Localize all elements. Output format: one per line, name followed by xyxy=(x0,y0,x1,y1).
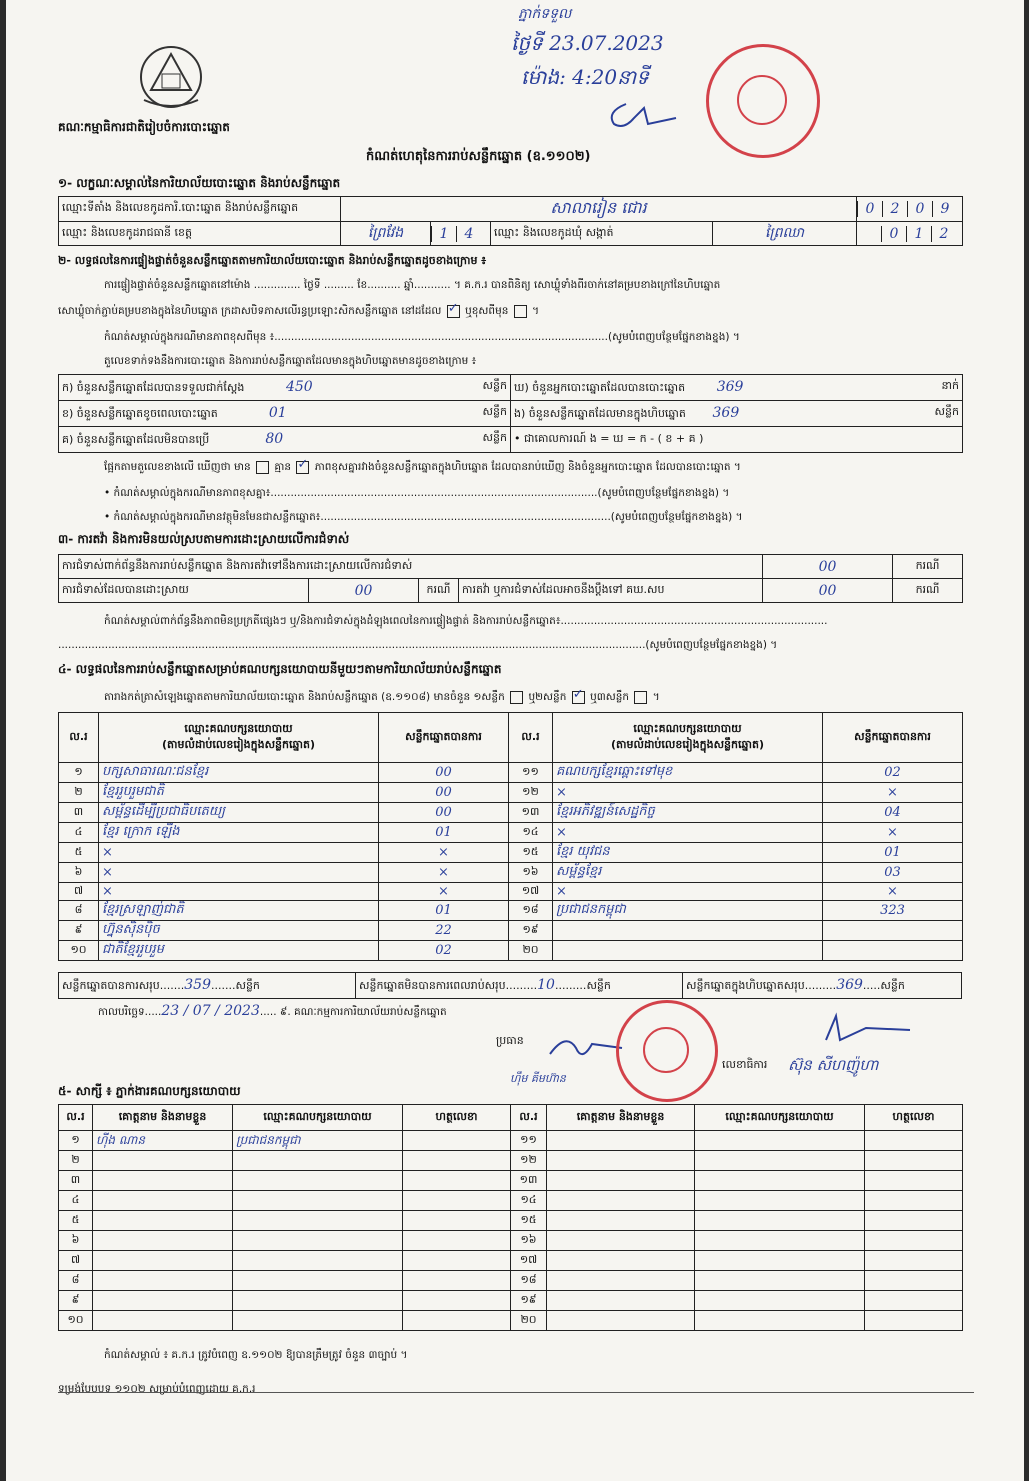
witness-signature xyxy=(403,1251,511,1271)
party-name: ប្រជាជនកម្ពុជា xyxy=(553,901,823,921)
party-name: ជាតិខ្មែររួបរួម xyxy=(99,941,379,961)
witness-name xyxy=(93,1231,233,1251)
seal-check-text: សោឃ្លុំចាក់ភ្ជាប់គម្របខាងក្នុងនៃហិបឆ្នោត ក្រដាសបិទភាសលើរន្ធប្រឡោះសិកសន្លឹកឆ្នោត នៅដដែល xyxy=(58,305,442,317)
witness-table xyxy=(58,1104,963,1331)
ballots-in-box-cell xyxy=(511,401,963,427)
total-invalid-value: 10 xyxy=(537,976,555,993)
total-valid-value: 359 xyxy=(184,976,211,993)
witness-party xyxy=(233,1211,403,1231)
party-name: ខ្មែរ យុវជន xyxy=(553,843,823,863)
row-number: ១៨ xyxy=(511,1271,547,1291)
witness-signature xyxy=(403,1151,511,1171)
irregularity-note-end: ................................................................................................................................................................................(សូមបំពេញបន្ថែមផ្នែកខាងខ្នង) ។ xyxy=(58,639,778,651)
witness-row xyxy=(59,1231,963,1251)
witness-party xyxy=(233,1251,403,1271)
witness-name xyxy=(547,1151,695,1171)
footer-note: កំណត់សម្គាល់ ៖ គ.ក.រ ត្រូវបំពេញ ឧ.១១០២ ឱ្យបានត្រឹមត្រូវ ចំនួន ៣ច្បាប់ ។ xyxy=(104,1349,408,1361)
witness-name xyxy=(93,1191,233,1211)
party-votes: 02 xyxy=(379,941,509,961)
section1-title: ១- លក្ខណៈសម្គាល់នៃការិយាល័យបោះឆ្នោត និងរាប់សន្លឹកឆ្នោត xyxy=(58,176,341,190)
party-votes: 00 xyxy=(379,763,509,783)
row-number: ១ xyxy=(59,763,99,783)
witness-party xyxy=(695,1311,865,1331)
row-number: ៧ xyxy=(59,1251,93,1271)
party-name: × xyxy=(553,883,823,901)
witness-name xyxy=(547,1311,695,1331)
row-number: ៩ xyxy=(59,921,99,941)
row-number: ១២ xyxy=(511,1151,547,1171)
witness-signature xyxy=(403,1271,511,1291)
witness-signature xyxy=(865,1251,963,1271)
row-number: ១៩ xyxy=(511,1291,547,1311)
witness-name xyxy=(93,1171,233,1191)
witness-name xyxy=(547,1291,695,1311)
unchanged-checkbox[interactable] xyxy=(447,305,460,318)
one-sheet-checkbox[interactable] xyxy=(510,691,523,704)
committee-name: គណៈកម្មាធិការជាតិរៀបចំការបោះឆ្នោត xyxy=(58,120,230,134)
row-number: ២០ xyxy=(509,941,553,961)
party-name: ខ្មែរស្រឡាញ់ជាតិ xyxy=(99,901,379,921)
footer-divider xyxy=(58,1392,974,1393)
results-row xyxy=(59,921,963,941)
two-sheets-checkbox[interactable] xyxy=(572,691,585,704)
form-title: កំណត់ហេតុនៃការរាប់សន្លឹកឆ្នោត (ឧ.១១០២) xyxy=(366,149,591,164)
figure-value: 450 xyxy=(285,378,313,395)
party-name: សម្ព័ន្ធខ្មែរ xyxy=(553,863,823,883)
row-number: ៦ xyxy=(59,863,99,883)
figure-value: 01 xyxy=(268,404,287,421)
code-digit: 0 xyxy=(881,226,906,242)
figure-label: គ) ចំនួនសន្លឹកឆ្នោតដែលមិនបានប្រើ xyxy=(62,432,210,446)
row-number: ១០ xyxy=(59,941,99,961)
party-results-table xyxy=(58,712,963,961)
results-row xyxy=(59,941,963,961)
results-row xyxy=(59,783,963,803)
party-votes: × xyxy=(823,883,963,901)
location-label: ឈ្មោះទីតាំង និងលេខកូដការិ.បោះឆ្នោត និងរាប់សន្លឹកឆ្នោត xyxy=(59,197,341,222)
total-box-cell: សន្លឹកឆ្នោតក្នុងហិបឆ្នោតសរុប.........369.....សន្លឹក xyxy=(683,973,962,999)
code-digit: 4 xyxy=(456,226,481,242)
party-votes: × xyxy=(379,843,509,863)
col-name: គោត្តនាម និងនាមខ្លួន xyxy=(93,1105,233,1131)
section3-title: ៣- ការតវ៉ា និងការមិនយល់ស្របតាមការដោះស្រាយលើការជំទាស់ xyxy=(58,532,350,546)
location-code xyxy=(857,197,963,222)
witness-signature xyxy=(403,1211,511,1231)
witness-name xyxy=(93,1151,233,1171)
party-votes: × xyxy=(379,883,509,901)
row-number: ៧ xyxy=(59,883,99,901)
witness-row xyxy=(59,1151,963,1171)
witness-signature xyxy=(865,1311,963,1331)
figure-unit: សន្លឹក xyxy=(482,430,507,444)
party-votes: 22 xyxy=(379,921,509,941)
objections-table xyxy=(58,554,963,603)
witness-signature xyxy=(865,1271,963,1291)
party-name: បក្សសាធារណៈជនខ្មែរ xyxy=(99,763,379,783)
witness-party xyxy=(695,1251,865,1271)
row-number: ៣ xyxy=(59,803,99,823)
figure-label: ក) ចំនួនសន្លឹកឆ្នោតដែលបានទទួលជាក់ស្តែង xyxy=(62,380,245,394)
results-row xyxy=(59,843,963,863)
appeal-value: 00 xyxy=(763,579,893,603)
col-votes: សន្លឹកឆ្នោតបានការ xyxy=(823,713,963,763)
col-party-title: ឈ្មោះគណបក្សនយោបាយ xyxy=(633,721,742,735)
resolved-value: 00 xyxy=(309,579,419,603)
col-party xyxy=(99,713,379,763)
discrepancy-yes-text: ផ្អែកតាមតួលេខខាងលើ ឃើញថា មាន xyxy=(104,461,251,473)
verification-line: ការផ្ទៀងផ្ទាត់ចំនួនសន្លឹកឆ្នោតនៅម៉ោង .............. ថ្ងៃទី ......... ខែ.......... ឆ្នាំ........... ។ គ.ក.រ បានពិនិត្យ សោឃ្លុំទាំងពីរចាក់នៅគម្របខាងក្រៅនៃហិបឆ្នោត xyxy=(104,279,721,291)
witness-name xyxy=(93,1311,233,1331)
witness-header-row xyxy=(59,1105,963,1131)
section2-title: ២- លទ្ធផលនៃការផ្ទៀងផ្ទាត់ចំនួនសន្លឹកឆ្នោតតាមការិយាល័យបោះឆ្នោត និងរាប់សន្លឹកឆ្នោតដូចខាងក្រោម ៖ xyxy=(58,254,487,267)
two-sheets-text: ឬ២សន្លឹក xyxy=(528,691,567,703)
row-number: ១៤ xyxy=(509,823,553,843)
objections-value: 00 xyxy=(763,555,893,579)
witness-party xyxy=(695,1271,865,1291)
row-number: ១៦ xyxy=(511,1231,547,1251)
three-sheets-text: ឬ៣សន្លឹក xyxy=(590,691,630,703)
col-sign: ហត្ថលេខា xyxy=(403,1105,511,1131)
spoiled-ballots-cell xyxy=(59,401,511,427)
row-number: ៨ xyxy=(59,1271,93,1291)
witness-signature xyxy=(403,1291,511,1311)
figure-label: ខ) ចំនួនសន្លឹកឆ្នោតខូចពេលបោះឆ្នោត xyxy=(62,406,218,420)
col-party-sub: (តាមលំដាប់លេខរៀងក្នុងសន្លឹកឆ្នោត) xyxy=(611,737,764,751)
discrepancy-yes-checkbox[interactable] xyxy=(256,461,269,474)
col-sign: ហត្ថលេខា xyxy=(865,1105,963,1131)
total-box-label: សន្លឹកឆ្នោតក្នុងហិបឆ្នោតសរុប xyxy=(686,978,805,992)
party-name: × xyxy=(553,823,823,843)
party-name: ខ្មែររួបរួមជាតិ xyxy=(99,783,379,803)
discrepancy-no-checkbox[interactable] xyxy=(296,461,309,474)
col-party-title: ឈ្មោះគណបក្សនយោបាយ xyxy=(184,721,293,735)
row-number: ១១ xyxy=(511,1131,547,1151)
objections-unit: ករណី xyxy=(893,555,963,579)
figure-label: ឃ) ចំនួនអ្នកបោះឆ្នោតដែលបានបោះឆ្នោត xyxy=(514,380,686,394)
made-on-date: 23 / 07 / 2023 xyxy=(161,1003,260,1019)
witness-signature xyxy=(865,1211,963,1231)
col-party-sub: (តាមលំដាប់លេខរៀងក្នុងសន្លឹកឆ្នោត) xyxy=(162,737,315,751)
row-number: ១៧ xyxy=(509,883,553,901)
chair-signature-icon xyxy=(546,1028,626,1068)
commune-code xyxy=(857,222,963,246)
witness-name xyxy=(93,1251,233,1271)
witness-party xyxy=(233,1311,403,1331)
province-code xyxy=(431,222,491,246)
total-box-value: 369 xyxy=(836,976,863,993)
total-valid-label: សន្លឹកឆ្នោតបានការសរុប xyxy=(62,978,160,992)
witness-signature xyxy=(865,1191,963,1211)
official-stamp-icon xyxy=(706,44,820,158)
col-party: ឈ្មោះគណបក្សនយោបាយ xyxy=(695,1105,865,1131)
row-number: ២ xyxy=(59,783,99,803)
secretary-label: លេខាធិការ xyxy=(722,1058,768,1071)
objections-label: ការជំទាស់ពាក់ព័ន្ធនឹងការរាប់សន្លឹកឆ្នោត និងការតវ៉ាទៅនឹងការដោះស្រាយលើការជំទាស់ xyxy=(59,555,763,579)
row-number: ១៥ xyxy=(509,843,553,863)
section5-title: ៥- សាក្សី ៖ ភ្នាក់ងារគណបក្សនយោបាយ xyxy=(58,1084,241,1098)
witness-row xyxy=(59,1211,963,1231)
figure-value: 80 xyxy=(265,430,284,447)
row-number: ១ xyxy=(59,1131,93,1151)
party-name: × xyxy=(99,843,379,863)
row-number: ២ xyxy=(59,1151,93,1171)
party-name: × xyxy=(99,863,379,883)
discrepancy-note: • កំណត់សម្គាល់ក្នុងករណីមានភាពខុសគ្នា៖..................................................................................................(សូមបំពេញបន្ថែមផ្នែកខាងខ្នង) ។ xyxy=(104,487,730,499)
row-number: ១៣ xyxy=(509,803,553,823)
resolved-label: ការជំទាស់ដែលបានដោះស្រាយ xyxy=(59,579,309,603)
witness-party xyxy=(233,1151,403,1171)
total-unit: សន្លឹក xyxy=(880,978,905,992)
location-table xyxy=(58,196,963,246)
row-number: ១៩ xyxy=(509,921,553,941)
party-votes: 323 xyxy=(823,901,963,921)
commune-value: ព្រៃឈា xyxy=(713,222,857,246)
col-party xyxy=(553,713,823,763)
location-value: សាលារៀន ជោរ xyxy=(341,197,857,222)
secretary-name: ស៊ុន សីហញ៉ូហា xyxy=(788,1056,879,1074)
witness-signature xyxy=(403,1191,511,1211)
party-votes: 01 xyxy=(823,843,963,863)
witness-name: ហ៊ីង ណាន xyxy=(93,1131,233,1151)
party-votes: 02 xyxy=(823,763,963,783)
committee-label: ៩. គណៈកម្មការការិយាល័យរាប់សន្លឹកឆ្នោត xyxy=(279,1006,447,1018)
code-digit: 1 xyxy=(906,226,931,242)
row-number: ១៧ xyxy=(511,1251,547,1271)
witness-party xyxy=(695,1211,865,1231)
party-votes: × xyxy=(379,863,509,883)
party-votes: 03 xyxy=(823,863,963,883)
figure-value: 369 xyxy=(716,378,744,395)
change-note-line: កំណត់សម្គាល់ក្នុងករណីមានភាពខុសពីមុន ៖....................................................................................................(សូមបំពេញបន្ថែមផ្នែកខាងខ្នង) ។ xyxy=(104,331,740,343)
appeal-unit: ករណី xyxy=(893,579,963,603)
form-reference: ទម្រង់បែបបទ ១១០២ សម្រាប់បំពេញដោយ គ.ក.រ xyxy=(58,1383,256,1395)
received-ballots-cell xyxy=(59,375,511,401)
witness-party xyxy=(233,1231,403,1251)
results-row xyxy=(59,763,963,783)
results-row xyxy=(59,863,963,883)
figures-intro: តួលេខទាក់ទងនឹងការបោះឆ្នោត និងការរាប់សន្លឹកឆ្នោតដែលមានក្នុងហិបឆ្នោតមានដូចខាងក្រោម ៖ xyxy=(104,355,477,367)
code-digit: 9 xyxy=(932,201,957,217)
row-number: ១៤ xyxy=(511,1191,547,1211)
receiver-signature-icon xyxy=(604,98,684,134)
party-name xyxy=(553,941,823,961)
row-number: ១១ xyxy=(509,763,553,783)
results-header-row xyxy=(59,713,963,763)
results-row xyxy=(59,883,963,901)
witness-name xyxy=(547,1171,695,1191)
total-unit: សន្លឹក xyxy=(235,978,260,992)
irregularity-note: កំណត់សម្គាល់ពាក់ព័ន្ធនឹងភាពមិនប្រក្រតីផ្សេងៗ ឬ/និងការជំទាស់ក្នុងដំឡុងពេលនៃការផ្ទៀងផ្ទាត់ និងការរាប់សន្លឹកឆ្នោត៖................................................................................ xyxy=(104,615,828,627)
row-number: ៤ xyxy=(59,823,99,843)
figure-label: ង) ចំនួនសន្លឹកឆ្នោតដែលមានក្នុងហិបឆ្នោត xyxy=(514,406,686,420)
nec-logo-icon xyxy=(134,40,208,114)
witness-row xyxy=(59,1271,963,1291)
handwritten-date: ថ្ងៃទី 23.07.2023 xyxy=(511,31,664,55)
figure-unit: សន្លឹក xyxy=(482,378,507,392)
row-number: ៩ xyxy=(59,1291,93,1311)
figure-unit: នាក់ xyxy=(941,378,959,392)
witness-party xyxy=(233,1171,403,1191)
changed-checkbox[interactable] xyxy=(514,305,527,318)
appeal-label: ការតវ៉ា ឬការជំទាស់ដែលអាចនឹងប្តឹងទៅ គឃ.សប xyxy=(459,579,763,603)
party-name: សម្ព័ន្ធដើម្បីប្រជាធិបតេយ្យ xyxy=(99,803,379,823)
witness-row xyxy=(59,1171,963,1191)
witness-name xyxy=(93,1271,233,1291)
party-name: គណបក្សខ្មែរឆ្ពោះទៅមុខ xyxy=(553,763,823,783)
total-invalid-label: សន្លឹកឆ្នោតមិនបានការពេលរាប់សរុប xyxy=(359,978,506,992)
col-votes: សន្លឹកឆ្នោតបានការ xyxy=(379,713,509,763)
witness-party xyxy=(695,1191,865,1211)
row-number: ១០ xyxy=(59,1311,93,1331)
figure-unit: សន្លឹក xyxy=(482,404,507,418)
discrepancy-rest-text: ភាពខុសគ្នារវាងចំនួនសន្លឹកឆ្នោតក្នុងហិបឆ្នោត ដែលបានរាប់ឃើញ និងចំនួនអ្នកបោះឆ្នោត ដែលបានបោះឆ្នោត ។ xyxy=(314,461,741,473)
witness-party: ប្រជាជនកម្ពុជា xyxy=(233,1131,403,1151)
unused-ballots-cell xyxy=(59,427,511,453)
form-page xyxy=(6,0,1024,1481)
secretary-signature-icon xyxy=(806,1010,916,1050)
witness-party xyxy=(695,1291,865,1311)
code-digit: 2 xyxy=(882,201,907,217)
witness-name xyxy=(547,1251,695,1271)
witness-row xyxy=(59,1291,963,1311)
party-votes xyxy=(823,921,963,941)
col-no: ល.រ xyxy=(509,713,553,763)
witness-signature xyxy=(865,1231,963,1251)
party-votes: × xyxy=(823,823,963,843)
witness-row xyxy=(59,1251,963,1271)
tally-sheet-text: តារាងកត់ត្រាសំឡេងឆ្នោតតាមការិយាល័យបោះឆ្នោត និងរាប់សន្លឹកឆ្នោត (ឧ.១១០៨) មានចំនួន ១សន្លឹក xyxy=(104,691,505,703)
results-totals-table xyxy=(58,972,962,999)
witness-row xyxy=(59,1311,963,1331)
row-number: ៨ xyxy=(59,901,99,921)
row-number: ១៨ xyxy=(509,901,553,921)
row-number: ១៣ xyxy=(511,1171,547,1191)
party-name: × xyxy=(553,783,823,803)
made-on-label: កាលបរិច្ឆេទ xyxy=(98,1006,145,1018)
figure-unit: សន្លឹក xyxy=(934,404,959,418)
col-no: ល.រ xyxy=(59,713,99,763)
row-number: ៥ xyxy=(59,843,99,863)
witness-signature xyxy=(865,1131,963,1151)
foreign-object-note: • កំណត់សម្គាល់ក្នុងករណីមានវត្ថុមិនមែនជាសន្លឹកឆ្នោត៖.......................................................................................(សូមបំពេញបន្ថែមផ្នែកខាងខ្នង) ។ xyxy=(104,511,743,523)
resolved-unit: ករណី xyxy=(419,579,459,603)
col-name: គោត្តនាម និងនាមខ្លួន xyxy=(547,1105,695,1131)
total-invalid-cell: សន្លឹកឆ្នោតមិនបានការពេលរាប់សរុប.........10.........សន្លឹក xyxy=(356,973,683,999)
row-number: ១៥ xyxy=(511,1211,547,1231)
witness-signature xyxy=(865,1151,963,1171)
party-name: × xyxy=(99,883,379,901)
col-party: ឈ្មោះគណបក្សនយោបាយ xyxy=(233,1105,403,1131)
results-row xyxy=(59,803,963,823)
party-name xyxy=(553,921,823,941)
witness-name xyxy=(547,1191,695,1211)
row-number: ១៦ xyxy=(509,863,553,883)
witness-party xyxy=(233,1271,403,1291)
province-value: ព្រៃវែង xyxy=(341,222,431,246)
party-votes xyxy=(823,941,963,961)
witness-name xyxy=(547,1271,695,1291)
commune-label: ឈ្មោះ និងលេខកូដឃុំ សង្កាត់ xyxy=(491,222,713,246)
figure-value: 369 xyxy=(712,404,740,421)
col-no: ល.រ xyxy=(59,1105,93,1131)
code-digit: 1 xyxy=(431,226,456,242)
party-votes: 00 xyxy=(379,803,509,823)
party-name: ខ្មែរ ក្រោក ឡើង xyxy=(99,823,379,843)
party-votes: 04 xyxy=(823,803,963,823)
witness-name xyxy=(93,1291,233,1311)
party-name: ខ្មែរអភិវឌ្ឍន៍សេដ្ឋកិច្ច xyxy=(553,803,823,823)
row-number: ១២ xyxy=(509,783,553,803)
witness-signature xyxy=(403,1311,511,1331)
party-votes: × xyxy=(823,783,963,803)
row-number: ៦ xyxy=(59,1231,93,1251)
witness-name xyxy=(547,1231,695,1251)
handwritten-time: ម៉ោង: 4:20នាទី xyxy=(521,65,649,89)
witness-party xyxy=(695,1151,865,1171)
total-valid-cell: សន្លឹកឆ្នោតបានការសរុប.......359.......សន្លឹក xyxy=(59,973,356,999)
changed-text: ឬខុសពីមុន xyxy=(465,305,509,317)
party-name: ហ្វ៊ុនស៊ិនប៉ិច xyxy=(99,921,379,941)
witness-row xyxy=(59,1191,963,1211)
col-no: ល.រ xyxy=(511,1105,547,1131)
row-number: ២០ xyxy=(511,1311,547,1331)
row-number: ៣ xyxy=(59,1171,93,1191)
witness-signature xyxy=(403,1231,511,1251)
ballot-figures-table xyxy=(58,374,963,453)
witness-party xyxy=(695,1231,865,1251)
witness-name xyxy=(547,1131,695,1151)
three-sheets-checkbox[interactable] xyxy=(634,691,647,704)
witness-signature xyxy=(865,1291,963,1311)
total-unit: សន្លឹក xyxy=(586,978,611,992)
results-row xyxy=(59,823,963,843)
witness-party xyxy=(233,1291,403,1311)
code-digit: 0 xyxy=(857,201,882,217)
code-digit: 0 xyxy=(907,201,932,217)
row-number: ៤ xyxy=(59,1191,93,1211)
witness-signature xyxy=(403,1171,511,1191)
witness-signature xyxy=(403,1131,511,1151)
witness-party xyxy=(695,1171,865,1191)
witness-row xyxy=(59,1131,963,1151)
chair-name: ហ៊ឹម គីមហ៊ាន xyxy=(510,1072,566,1085)
section4-title: ៤- លទ្ធផលនៃការរាប់សន្លឹកឆ្នោតសម្រាប់គណបក្សនយោបាយនីមួយៗតាមការិយាល័យរាប់សន្លឹកឆ្នោត xyxy=(58,662,502,676)
voters-cell xyxy=(511,375,963,401)
witness-name xyxy=(547,1211,695,1231)
row-number: ៥ xyxy=(59,1211,93,1231)
discrepancy-no-text: គ្មាន xyxy=(274,461,292,473)
witness-signature xyxy=(865,1171,963,1191)
party-votes: 01 xyxy=(379,901,509,921)
party-votes: 00 xyxy=(379,783,509,803)
chair-label: ប្រធាន xyxy=(496,1034,524,1047)
discrepancy-line xyxy=(104,460,741,474)
province-label: ឈ្មោះ និងលេខកូដរាជធានី ខេត្ត xyxy=(59,222,341,246)
code-digit: 2 xyxy=(931,226,956,242)
tally-sheet-line: តារាងកត់ត្រាសំឡេងឆ្នោតតាមការិយាល័យបោះឆ្នោត និងរាប់សន្លឹកឆ្នោត (ឧ.១១០៨) មានចំនួន ១សន្លឹក ឬ២សន្លឹក ✓ ឬ៣សន្លឹក ។ xyxy=(104,690,660,704)
handwritten-receiver-note: ភ្នាក់ទទួល xyxy=(518,6,572,22)
party-votes: 01 xyxy=(379,823,509,843)
witness-party xyxy=(695,1131,865,1151)
committee-stamp-icon xyxy=(616,1000,718,1102)
seal-check-line: សោឃ្លុំចាក់ភ្ជាប់គម្របខាងក្នុងនៃហិបឆ្នោត ក្រដាសបិទភាសលើរន្ធប្រឡោះសិកសន្លឹកឆ្នោត នៅដដែល ✓ ឬខុសពីមុន ។ xyxy=(58,304,539,318)
formula-cell: • ជាគោលការណ៍ ង = ឃ = ក - ( ខ + គ ) xyxy=(511,427,963,453)
witness-name xyxy=(93,1211,233,1231)
witness-party xyxy=(233,1191,403,1211)
results-row xyxy=(59,901,963,921)
made-on-line: កាលបរិច្ឆេទ.....23 / 07 / 2023..... ៩. គណៈកម្មការការិយាល័យរាប់សន្លឹកឆ្នោត xyxy=(98,1003,447,1019)
